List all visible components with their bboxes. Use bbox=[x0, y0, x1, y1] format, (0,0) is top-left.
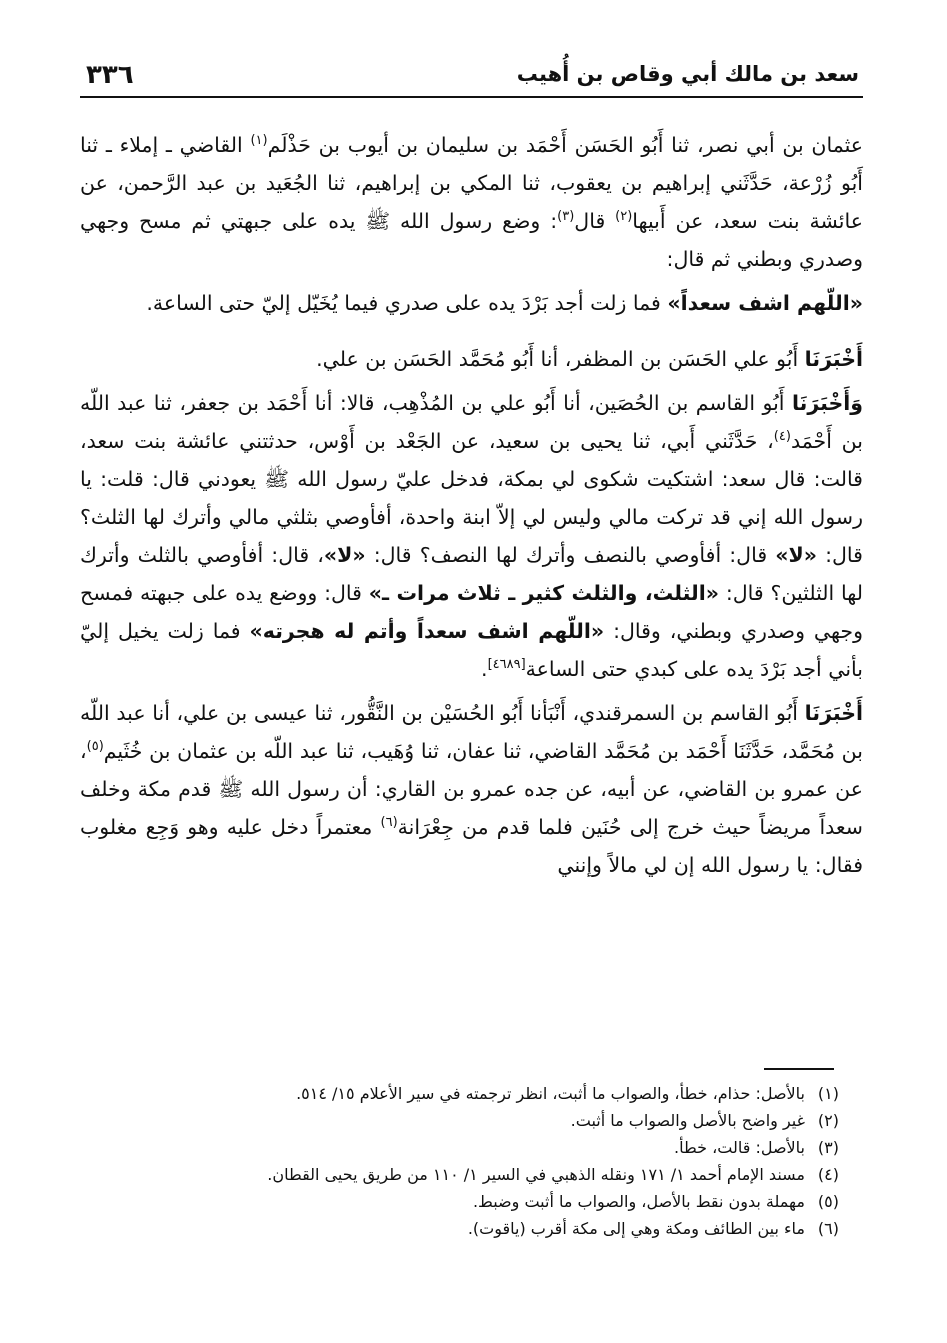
paragraph-lead-word: أَخْبَرَنَا bbox=[804, 701, 863, 725]
text-segment: قال: أفأوصي بالنصف وأترك لها النصف؟ قال: bbox=[365, 543, 776, 567]
text-segment: . bbox=[481, 657, 488, 681]
footnote-number: (٢) bbox=[817, 1111, 839, 1130]
paragraph-lead-word: أَخْبَرَنَا bbox=[804, 347, 863, 371]
footnote-marker: (١) bbox=[250, 133, 268, 149]
footnote-number: (٥) bbox=[817, 1192, 839, 1211]
running-title: سعد بن مالك أبي وقاص بن أُهيب bbox=[516, 62, 859, 86]
footnote bbox=[200, 1188, 839, 1215]
text-segment: معتمراً دخل عليه وهو وَجِع مغلوب فقال: يا رسول الله إن لي مالاً وإنني bbox=[80, 815, 863, 877]
footnote-text: ماء بين الطائف ومكة وهي إلى مكة أقرب (ياقوت). bbox=[467, 1219, 805, 1238]
footnote-text: مهملة بدون نقط بالأصل، والصواب ما أثبت وضبط. bbox=[472, 1192, 805, 1211]
footnote-text: بالأصل: حذام، خطأ، والصواب ما أثبت، انظر ترجمته في سير الأعلام ١٥/ ٥١٤. bbox=[296, 1084, 805, 1103]
footnote-marker: (٣) bbox=[557, 209, 575, 225]
text-segment: فما زلت يخيل إليّ بأني أجد بَرْدَ يده على كبدي حتى الساعة bbox=[80, 619, 863, 681]
text-segment: قال: ووضع يده على جبهته فمسح وجهي وصدري وبطني، وقال: bbox=[80, 581, 864, 643]
text-segment: ، قال: أفأوصي بالثلث وأترك لها الثلثين؟ قال: bbox=[80, 543, 863, 605]
hadith-quote: «الثلث، والثلث كثير ـ ثلاث مرات ـ» bbox=[368, 581, 720, 605]
text-segment: أَبُو القاسم بن الحُصَين، أنا أَبُو علي بن المُذْهِب، قالا: أنا أَحْمَد بن جعفر، ثنا عبد اللّه بن أَحْمَد bbox=[80, 391, 863, 453]
footnote-marker: (٥) bbox=[86, 739, 104, 755]
text-segment: القاضي ـ إملاء ـ ثنا أَبُو زُرْعة، حَدَّثَني إبراهيم بن يعقوب، ثنا المكي بن إبراهيم، ثنا الجُعَيد بن عبد الرَّحمن، عن عائشة بنت سعد، عن أَبيها bbox=[80, 133, 863, 233]
footnote-number: (٦) bbox=[817, 1219, 839, 1238]
page-header bbox=[80, 58, 863, 98]
footnote-number: (١) bbox=[817, 1084, 839, 1103]
footnote bbox=[200, 1161, 839, 1188]
footnote-text: غير واضح بالأصل والصواب ما أثبت. bbox=[570, 1111, 805, 1130]
paragraph-lead-word: وَأَخْبَرَنَا bbox=[791, 391, 863, 415]
footnotes bbox=[200, 1080, 839, 1242]
footnote-marker: [٤٦٨٩] bbox=[487, 657, 526, 673]
paragraph bbox=[80, 384, 863, 688]
main-text bbox=[80, 126, 863, 884]
paragraph bbox=[80, 284, 863, 322]
text-segment: عثمان بن أبي نصر، ثنا أَبُو الحَسَن أَحْمَد بن سليمان بن أيوب بن حَذْلَم bbox=[267, 133, 863, 157]
paragraph bbox=[80, 340, 863, 378]
text-segment: أَبُو القاسم بن السمرقندي، أَنْبَأنا أَبُو الحُسَيْن بن النَّقُّور، ثنا عيسى بن علي، أنا عبد اللّه بن مُحَمَّد، حَدَّثَنَا أَحْمَد بن مُحَمَّد القاضي، ثنا عفان، ثنا وُهَيب، ثنا عبد اللّه بن عثمان بن خُثَيم bbox=[80, 701, 863, 763]
text-segment: أَبُو علي الحَسَن بن المظفر، أنا أَبُو مُحَمَّد الحَسَن بن علي. bbox=[316, 347, 805, 371]
footnote-marker: (٤) bbox=[773, 429, 791, 445]
footnote bbox=[200, 1107, 839, 1134]
footnote bbox=[200, 1080, 839, 1107]
footnote-text: مسند الإمام أحمد ١/ ١٧١ ونقله الذهبي في السير ١/ ١١٠ من طريق يحيى القطان. bbox=[267, 1165, 805, 1184]
text-segment: : وضع رسول الله ﷺ يده على جبهتي ثم مسح وجهي وصدري وبطني ثم قال: bbox=[80, 209, 863, 271]
paragraph bbox=[80, 694, 863, 884]
footnote-marker: (٦) bbox=[380, 815, 398, 831]
footnote-number: (٤) bbox=[817, 1165, 839, 1184]
page-number: ٣٣٦ bbox=[86, 60, 134, 90]
hadith-quote: «اللّهم اشف سعداً» bbox=[667, 291, 863, 315]
footnote-marker: (٢) bbox=[615, 209, 633, 225]
footnote-text: بالأصل: قالت، خطأ. bbox=[674, 1138, 805, 1157]
text-segment: فما زلت أجد بَرْدَ يده على صدري فيما يُخَيّل إليّ حتى الساعة. bbox=[146, 291, 668, 315]
hadith-quote: «اللّهم اشف سعداً وأتم له هجرته» bbox=[249, 619, 605, 643]
footnote-number: (٣) bbox=[817, 1138, 839, 1157]
footnote bbox=[200, 1134, 839, 1161]
hadith-quote: «لا» bbox=[775, 543, 818, 567]
hadith-quote: «لا» bbox=[323, 543, 366, 567]
footnote-divider bbox=[764, 1068, 834, 1070]
text-segment: ، عن عمرو بن القاضي، عن أبيه، عن جده عمرو بن القاري: أن رسول الله ﷺ قدم مكة وخلف سعداً مريضاً حيث خرج إلى حُنَين فلما قدم من جِعْرَانة bbox=[80, 739, 863, 839]
paragraph bbox=[80, 126, 863, 278]
footnote bbox=[200, 1215, 839, 1242]
text-segment: قال bbox=[574, 209, 616, 233]
text-segment: ، حَدَّثَني أَبي، ثنا يحيى بن سعيد، عن الجَعْد بن أَوْس، حدثتني عائشة بنت سعد، قالت: قال سعد: اشتكيت شكوى لي بمكة، فدخل عليّ رسول الله ﷺ يعودني قال: قلت: يا رسول الله إني قد تركت مالي وليس لي إلاّ ابنة واحدة، أفأوصي بثلثي مالي وأترك لها الثلث؟ قال: bbox=[80, 429, 863, 567]
